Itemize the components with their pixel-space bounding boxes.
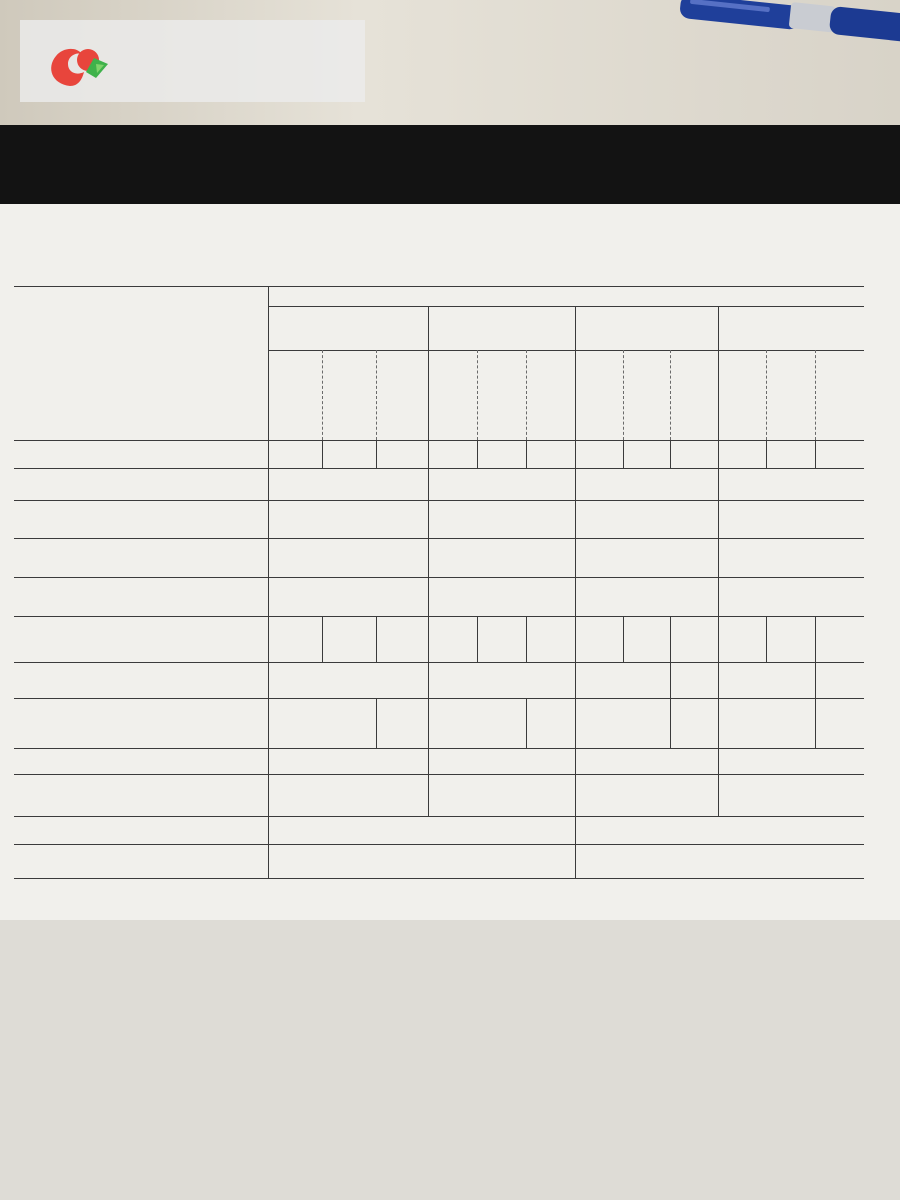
cell-rule — [376, 698, 377, 748]
cell-rule — [815, 616, 816, 662]
squirrel-logo-icon — [42, 38, 114, 90]
cell-rule — [623, 440, 624, 468]
subcol-rule — [670, 350, 671, 440]
rule-row — [14, 662, 864, 663]
rule-row — [14, 816, 864, 817]
rule-row — [14, 500, 864, 501]
rule-bottom — [14, 878, 864, 879]
rule-group-a-b — [428, 306, 429, 816]
rule-row — [14, 844, 864, 845]
rule-groups — [268, 350, 864, 351]
cell-rule — [670, 440, 671, 468]
rule-row — [14, 616, 864, 617]
cell-rule — [322, 616, 323, 662]
cell-rule — [766, 616, 767, 662]
cell-rule — [815, 440, 816, 468]
subcol-rule — [623, 350, 624, 440]
rule-group-c-d — [718, 306, 719, 816]
rule-head-bottom — [14, 440, 864, 441]
rule-row — [14, 577, 864, 578]
subcol-rule — [322, 350, 323, 440]
background-bottom-page — [0, 920, 900, 1200]
rule-row — [14, 748, 864, 749]
cell-rule — [766, 440, 767, 468]
cell-rule — [477, 440, 478, 468]
subcol-rule — [526, 350, 527, 440]
rule-row — [14, 538, 864, 539]
subcol-rule — [477, 350, 478, 440]
cell-rule — [526, 698, 527, 748]
rule-group-b-c — [575, 306, 576, 878]
cell-rule — [526, 440, 527, 468]
dark-band — [0, 125, 900, 205]
cell-rule — [670, 662, 671, 748]
rule-row — [14, 698, 864, 699]
rule-row — [14, 774, 864, 775]
rule-top — [14, 286, 864, 287]
cell-rule — [815, 662, 816, 748]
cell-rule — [526, 616, 527, 662]
cell-rule — [376, 616, 377, 662]
cell-rule — [670, 616, 671, 662]
cell-rule — [623, 616, 624, 662]
subcol-rule — [815, 350, 816, 440]
watermark — [20, 20, 365, 102]
rule-row — [14, 468, 864, 469]
rule-param-col — [268, 286, 269, 878]
blue-pen — [680, 0, 900, 44]
rule-types — [268, 306, 864, 307]
subcol-rule — [376, 350, 377, 440]
cell-rule — [376, 440, 377, 468]
spec-sheet — [0, 204, 900, 920]
cell-rule — [322, 440, 323, 468]
cell-rule — [477, 616, 478, 662]
subcol-rule — [766, 350, 767, 440]
